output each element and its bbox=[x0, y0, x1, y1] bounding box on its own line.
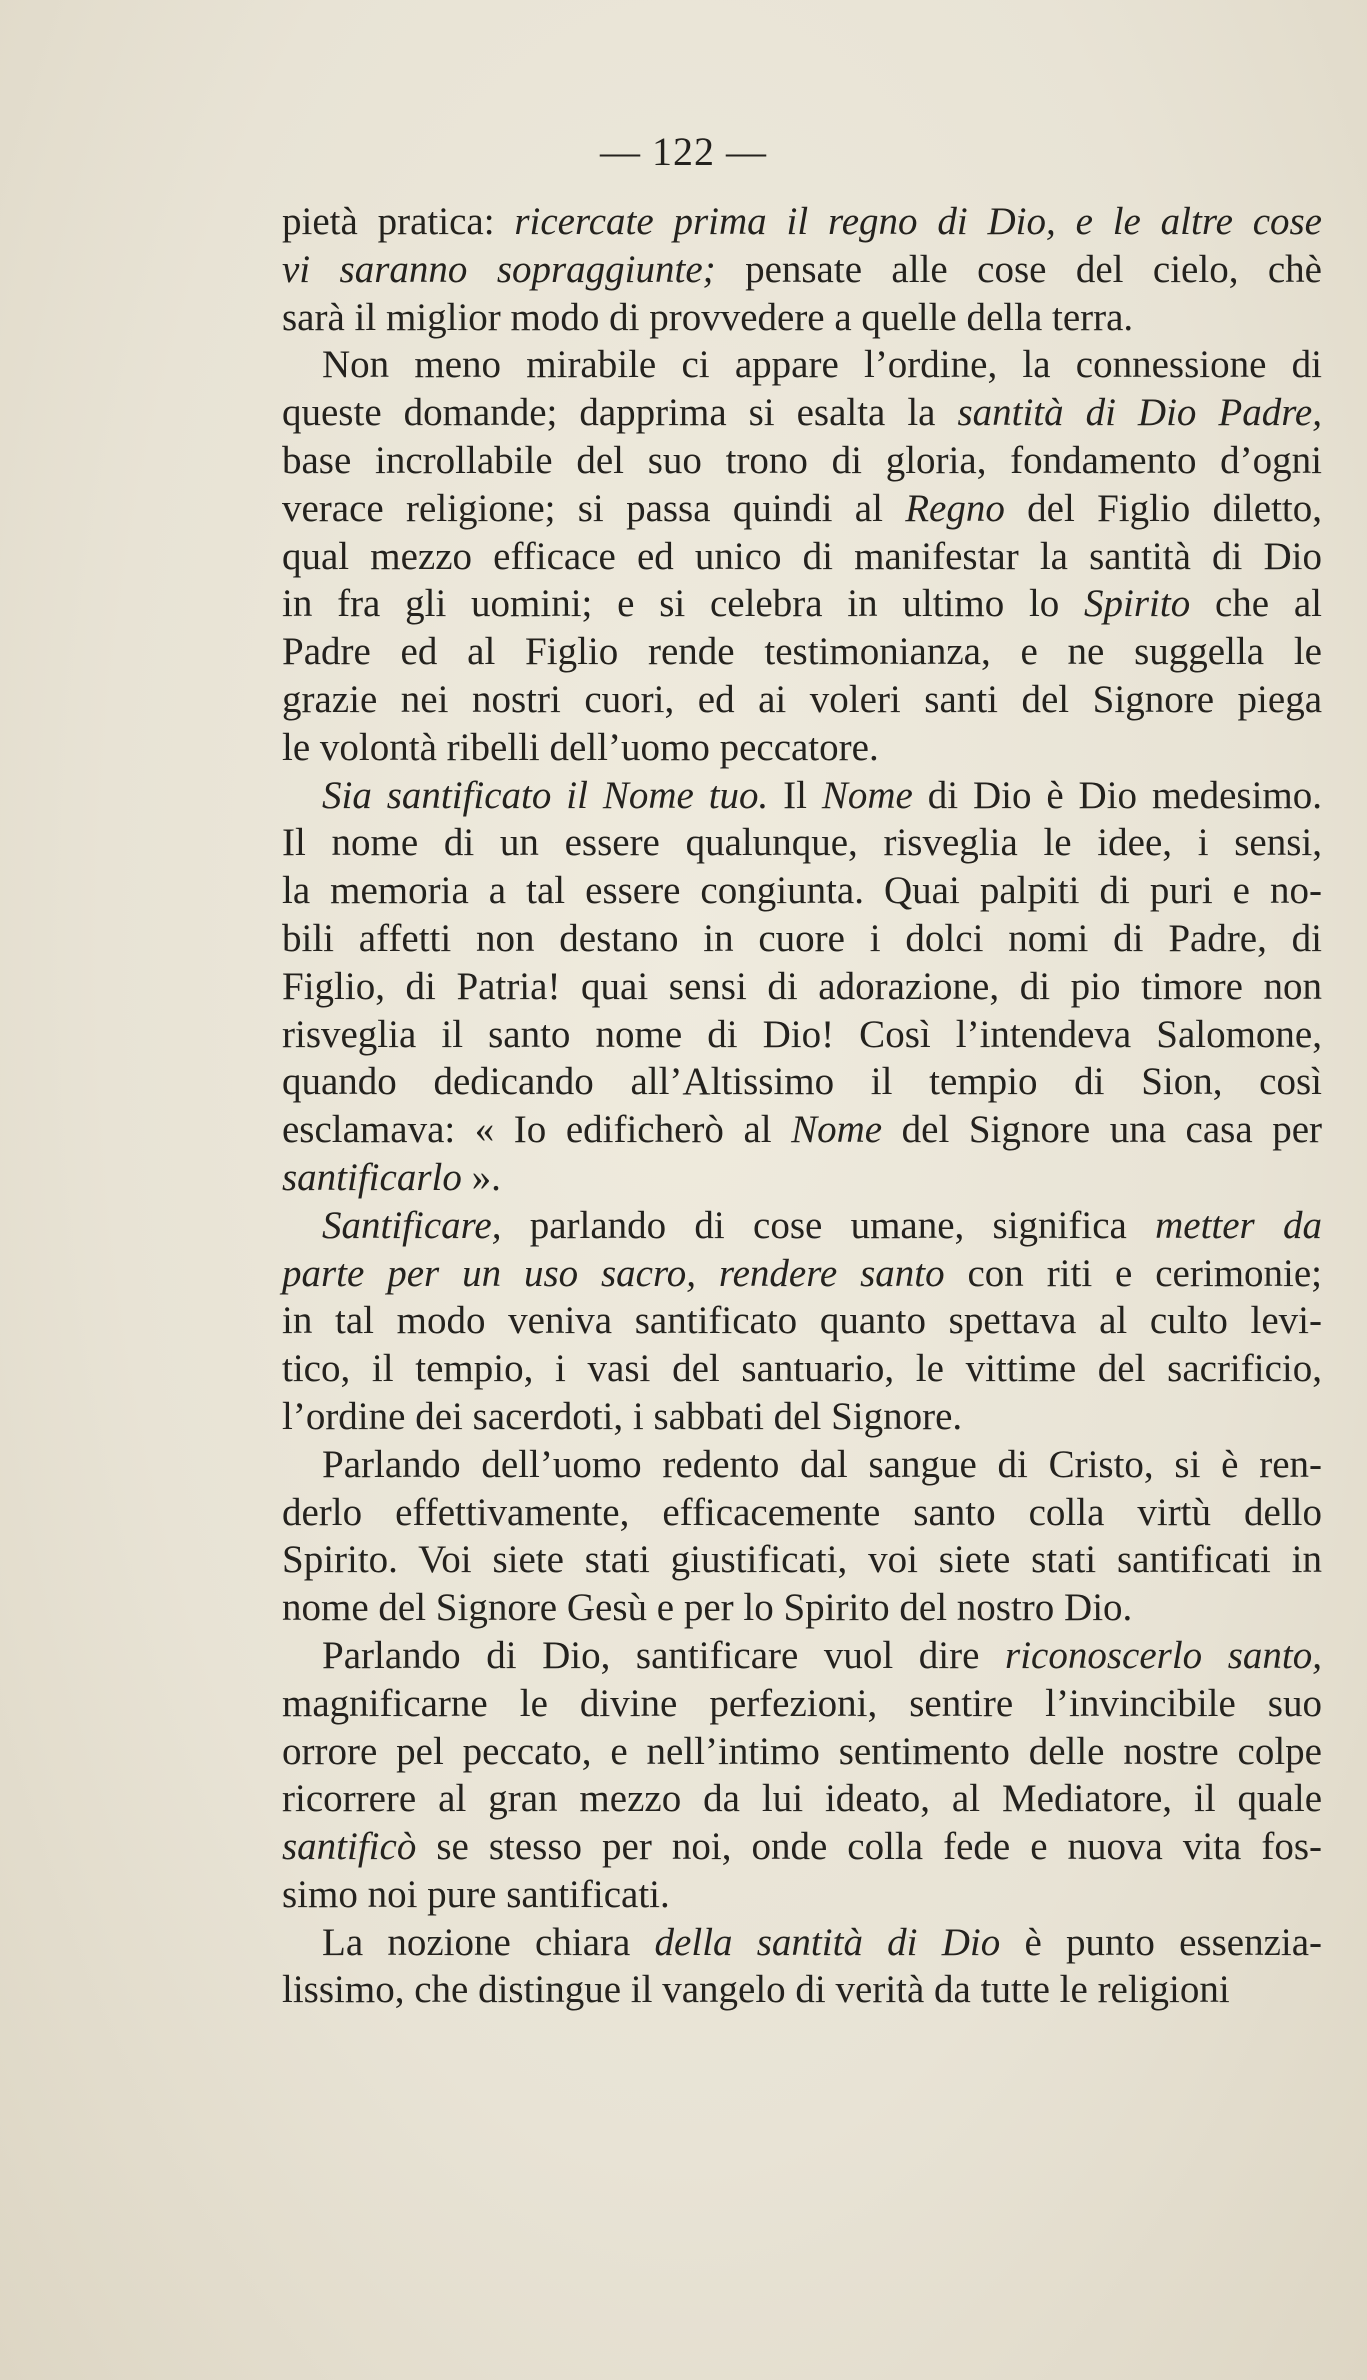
text-run: di Dio è Dio medesimo. bbox=[912, 773, 1322, 817]
text-run: pietà pratica: bbox=[282, 200, 515, 243]
text-line bbox=[282, 389, 1322, 437]
page-body-text bbox=[282, 198, 1322, 2014]
italic-text: santificò bbox=[282, 1825, 417, 1869]
text-run: Figlio, di Patria! quai sensi di adorazione, di pio timore non bbox=[282, 964, 1322, 1008]
text-run: Il bbox=[768, 773, 822, 817]
text-run: La nozione chiara bbox=[322, 1920, 655, 1964]
text-run: Spirito. Voi siete stati giustificati, voi siete stati santificati in bbox=[282, 1538, 1322, 1582]
italic-text: Spirito bbox=[1084, 582, 1191, 626]
text-line bbox=[282, 1058, 1322, 1106]
text-line bbox=[282, 437, 1322, 485]
text-line bbox=[282, 915, 1322, 963]
text-line bbox=[282, 294, 1322, 342]
italic-text: vi saranno sopraggiunte; bbox=[282, 247, 716, 291]
text-run: Padre ed al Figlio rende testimonianza, e ne suggella le bbox=[282, 630, 1322, 674]
text-run: con riti e cerimonie; bbox=[944, 1251, 1323, 1295]
text-run: lissimo, che distingue il vangelo di verità da tutte le religioni bbox=[282, 1968, 1230, 2012]
text-line bbox=[282, 198, 1322, 246]
text-run: Non meno mirabile ci appare l’ordine, la connessione di bbox=[322, 343, 1322, 387]
text-run: risveglia il santo nome di Dio! Così l’intendeva Salomone, bbox=[282, 1012, 1322, 1056]
italic-text: Regno bbox=[905, 486, 1005, 530]
text-line bbox=[282, 1728, 1322, 1776]
italic-text: santificarlo bbox=[282, 1155, 462, 1199]
italic-text: santità di Dio Padre, bbox=[957, 391, 1322, 435]
text-line bbox=[282, 1106, 1322, 1154]
text-line bbox=[282, 1823, 1322, 1871]
text-line bbox=[282, 1202, 1322, 1250]
text-line bbox=[282, 1871, 1322, 1919]
text-run: simo noi pure santificati. bbox=[282, 1872, 670, 1916]
text-run: Parlando dell’uomo redento dal sangue di Cristo, si è ren- bbox=[322, 1442, 1322, 1486]
italic-text: Sia santificato il Nome tuo. bbox=[322, 773, 769, 817]
text-run: verace religione; si passa quindi al bbox=[282, 486, 906, 530]
italic-text: riconoscerlo santo, bbox=[1005, 1633, 1322, 1677]
text-run: le volontà ribelli dell’uomo peccatore. bbox=[282, 725, 879, 769]
text-line bbox=[282, 1441, 1322, 1489]
italic-text: ricercate prima il regno di Dio, e le altre cose bbox=[514, 200, 1322, 243]
italic-text: della santità di Dio bbox=[654, 1920, 1001, 1964]
text-run: sarà il miglior modo di provvedere a quelle della terra. bbox=[282, 295, 1134, 339]
text-run: magnificarne le divine perfezioni, sentire l’invincibile suo bbox=[282, 1681, 1322, 1725]
text-run: tico, il tempio, i vasi del santuario, le vittime del sacrificio, bbox=[282, 1347, 1322, 1391]
text-run: pensate alle cose del cielo, chè bbox=[715, 247, 1322, 291]
text-line bbox=[282, 341, 1322, 389]
italic-text: Nome bbox=[791, 1108, 883, 1152]
text-line bbox=[282, 1393, 1322, 1441]
text-run: base incrollabile del suo trono di gloria, fondamento d’ogni bbox=[282, 438, 1322, 482]
text-line bbox=[282, 1919, 1322, 1967]
text-line bbox=[282, 724, 1322, 772]
text-run: in tal modo veniva santificato quanto spettava al culto levi- bbox=[282, 1299, 1322, 1343]
text-run: la memoria a tal essere congiunta. Quai palpiti di puri e no- bbox=[282, 869, 1322, 913]
italic-text: Nome bbox=[821, 773, 913, 817]
text-run: quando dedicando all’Altissimo il tempio di Sion, così bbox=[282, 1060, 1322, 1104]
text-line bbox=[282, 1584, 1322, 1632]
text-run: nome del Signore Gesù e per lo Spirito del nostro Dio. bbox=[282, 1586, 1133, 1630]
text-line bbox=[282, 1966, 1322, 2014]
text-line bbox=[282, 1680, 1322, 1728]
italic-text: Santificare, bbox=[322, 1203, 502, 1247]
text-line bbox=[282, 580, 1322, 628]
text-run: del Figlio diletto, bbox=[1004, 486, 1322, 530]
text-run: che al bbox=[1190, 582, 1323, 626]
text-run: l’ordine dei sacerdoti, i sabbati del Signore. bbox=[282, 1394, 963, 1438]
text-line bbox=[282, 963, 1322, 1011]
text-line bbox=[282, 246, 1322, 294]
text-line bbox=[282, 1632, 1322, 1680]
page-number: — 122 — bbox=[600, 129, 767, 174]
text-run: derlo effettivamente, efficacemente santo colla virtù dello bbox=[282, 1490, 1322, 1534]
text-run: se stesso per noi, onde colla fede e nuova vita fos- bbox=[416, 1825, 1322, 1869]
text-line bbox=[282, 1250, 1322, 1298]
text-run: orrore pel peccato, e nell’intimo sentimento delle nostre colpe bbox=[282, 1729, 1322, 1773]
text-line bbox=[282, 533, 1322, 581]
text-run: bili affetti non destano in cuore i dolci nomi di Padre, di bbox=[282, 916, 1322, 960]
text-run: in fra gli uomini; e si celebra in ultimo lo bbox=[282, 582, 1085, 626]
text-line bbox=[282, 628, 1322, 676]
text-line bbox=[282, 1345, 1322, 1393]
text-run: ». bbox=[461, 1155, 501, 1199]
text-line bbox=[282, 867, 1322, 915]
text-run: è punto essenzia- bbox=[1000, 1920, 1323, 1964]
text-line bbox=[282, 1154, 1322, 1202]
text-run: Parlando di Dio, santificare vuol dire bbox=[322, 1633, 1006, 1677]
text-line bbox=[282, 819, 1322, 867]
text-run: ricorrere al gran mezzo da lui ideato, al Mediatore, il quale bbox=[282, 1777, 1322, 1821]
text-line bbox=[282, 1536, 1322, 1584]
text-line bbox=[282, 772, 1322, 820]
text-run: qual mezzo efficace ed unico di manifestar la santità di Dio bbox=[282, 534, 1322, 578]
text-line bbox=[282, 1011, 1322, 1059]
text-run: grazie nei nostri cuori, ed ai voleri santi del Signore piega bbox=[282, 677, 1322, 721]
italic-text: metter da bbox=[1155, 1203, 1322, 1247]
text-run: Il nome di un essere qualunque, risveglia le idee, i sensi, bbox=[282, 821, 1322, 865]
text-line bbox=[282, 1775, 1322, 1823]
text-run: queste domande; dapprima si esalta la bbox=[282, 391, 958, 435]
text-line bbox=[282, 1489, 1322, 1537]
italic-text: parte per un uso sacro, rendere santo bbox=[282, 1251, 945, 1295]
text-line bbox=[282, 485, 1322, 533]
text-line bbox=[282, 1297, 1322, 1345]
text-run: parlando di cose umane, significa bbox=[501, 1203, 1156, 1247]
text-run: esclamava: « Io edificherò al bbox=[282, 1108, 792, 1152]
text-run: del Signore una casa per bbox=[882, 1108, 1322, 1152]
text-line bbox=[282, 676, 1322, 724]
